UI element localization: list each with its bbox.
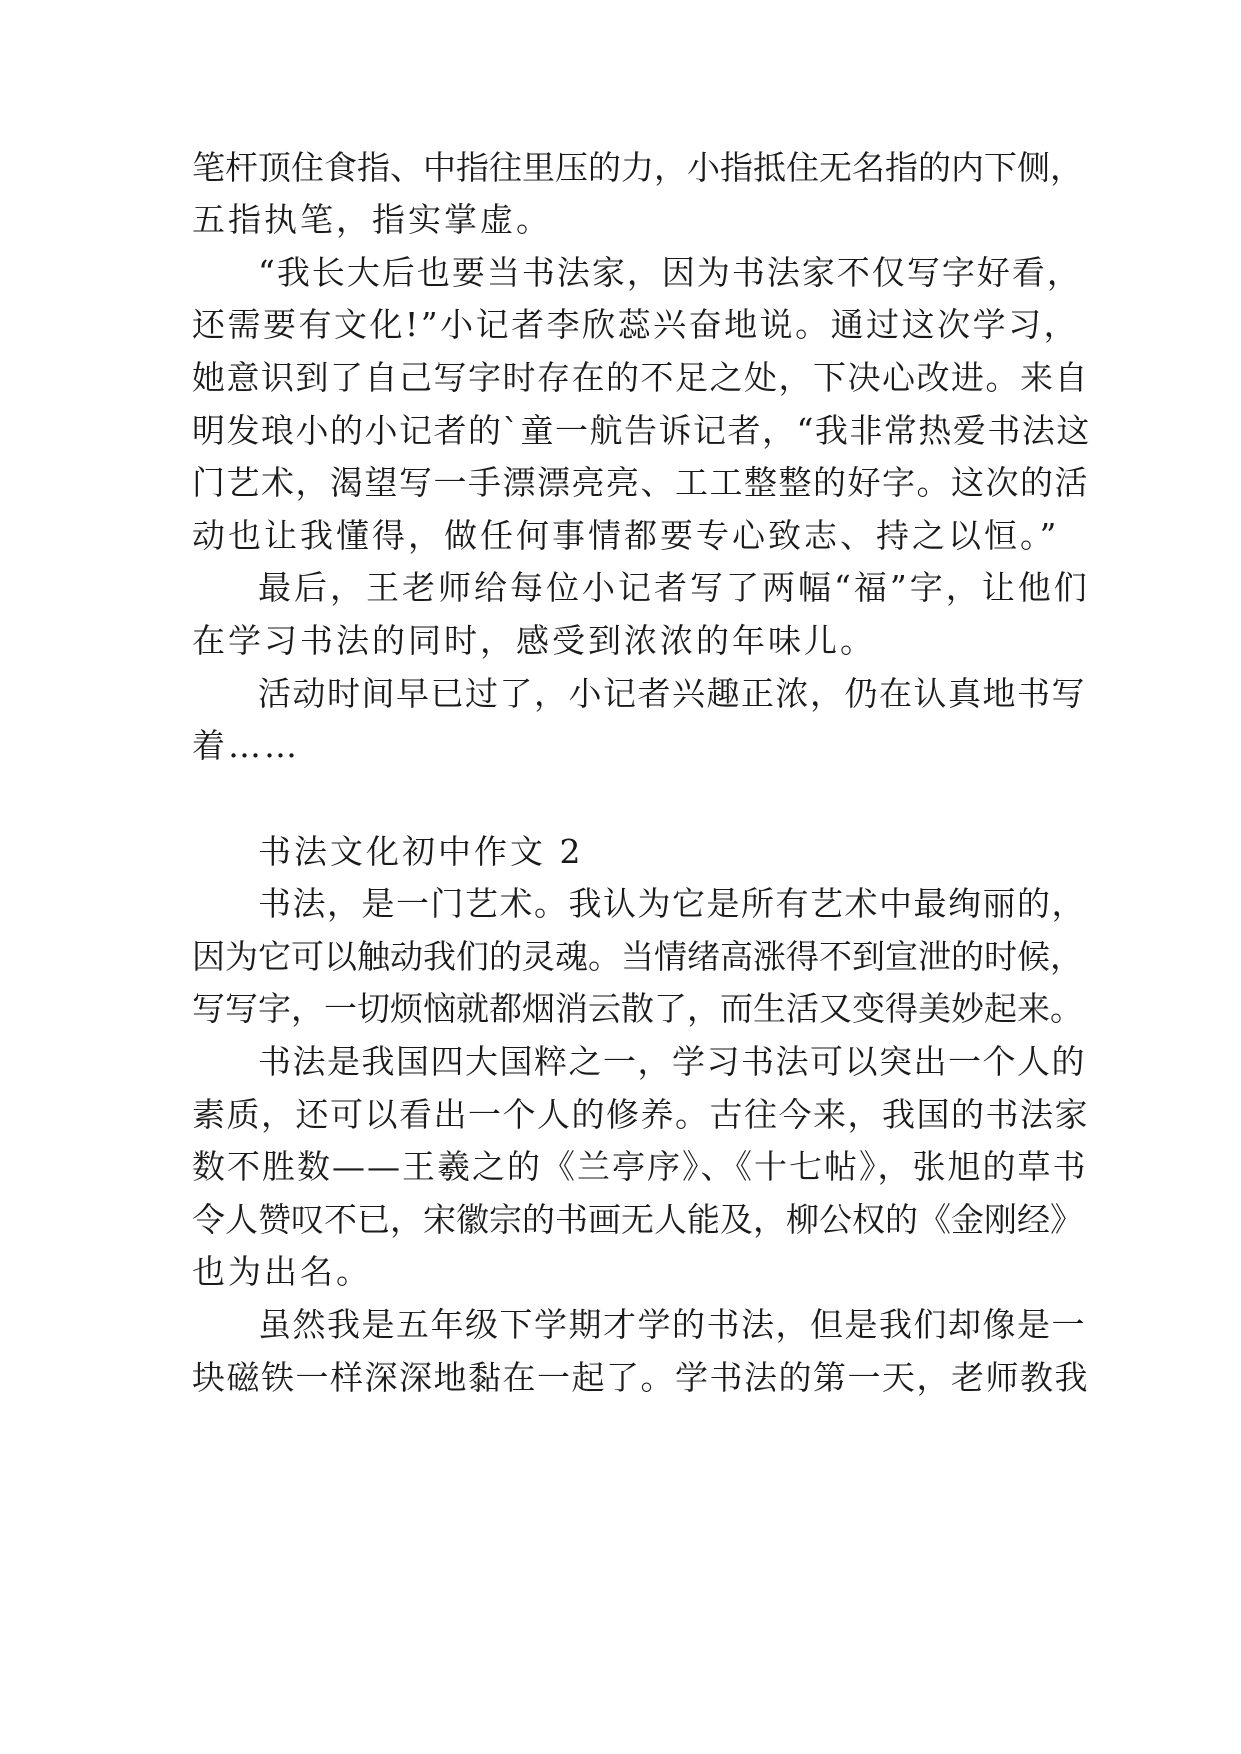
paragraph-line: 虽然我是五年级下学期才学的书法，但是我们却像是一 (258, 1305, 1086, 1344)
paragraph-line: 写写字，一切烦恼就都烟消云散了，而生活又变得美妙起来。 (192, 989, 1083, 1028)
paragraph-line: 书法，是一门艺术。我认为它是所有艺术中最绚丽的， (258, 884, 1086, 923)
paragraph-line: “我长大后也要当书法家，因为书法家不仅写字好看， (258, 253, 1082, 292)
paragraph-line: 明发琅小的小记者的`童一航告诉记者，“我非常热爱书法这 (192, 411, 1091, 450)
paragraph-line: 笔杆顶住食指、中指往里压的力，小指抵住无名指的内下侧， (192, 148, 1083, 187)
paragraph-line: 她意识到了自己写字时存在的不足之处，下决心改进。来自 (192, 358, 1089, 397)
paragraph-line: 着…… (192, 726, 300, 765)
paragraph-line: 也为出名。 (192, 1252, 372, 1291)
paragraph-line: 令人赞叹不已，宋徽宗的书画无人能及，柳公权的《金刚经》 (192, 1200, 1083, 1239)
paragraph-line: 书法是我国四大国粹之一，学习书法可以突出一个人的 (258, 1042, 1086, 1081)
paragraph-line: 五指执笔，指实掌虚。 (192, 200, 552, 239)
paragraph-line: 因为它可以触动我们的灵魂。当情绪高涨得不到宣泄的时候， (192, 937, 1083, 976)
paragraph-line: 数不胜数——王羲之的《兰亭序》、《十七帖》，张旭的草书 (192, 1147, 1088, 1186)
paragraph-line: 块磁铁一样深深地黏在一起了。学书法的第一天，老师教我 (192, 1358, 1089, 1397)
paragraph-line: 活动时间早已过了，小记者兴趣正浓，仍在认真地书写 (258, 674, 1086, 713)
paragraph-line: 还需要有文化!”小记者李欣蕊兴奋地说。通过这次学习， (192, 305, 1080, 344)
paragraph-line: 最后，王老师给每位小记者写了两幅“福”字，让他们 (258, 568, 1090, 607)
paragraph-line: 动也让我懂得，做任何事情都要专心致志、持之以恒。” (192, 516, 1060, 555)
section-title: 书法文化初中作文 2 (258, 832, 584, 871)
paragraph-line: 素质，还可以看出一个人的修养。古往今来，我国的书法家 (192, 1095, 1089, 1134)
paragraph-line: 在学习书法的同时，感受到浓浓的年味儿。 (192, 621, 876, 660)
paragraph-line: 门艺术，渴望写一手漂漂亮亮、工工整整的好字。这次的活 (192, 463, 1089, 502)
